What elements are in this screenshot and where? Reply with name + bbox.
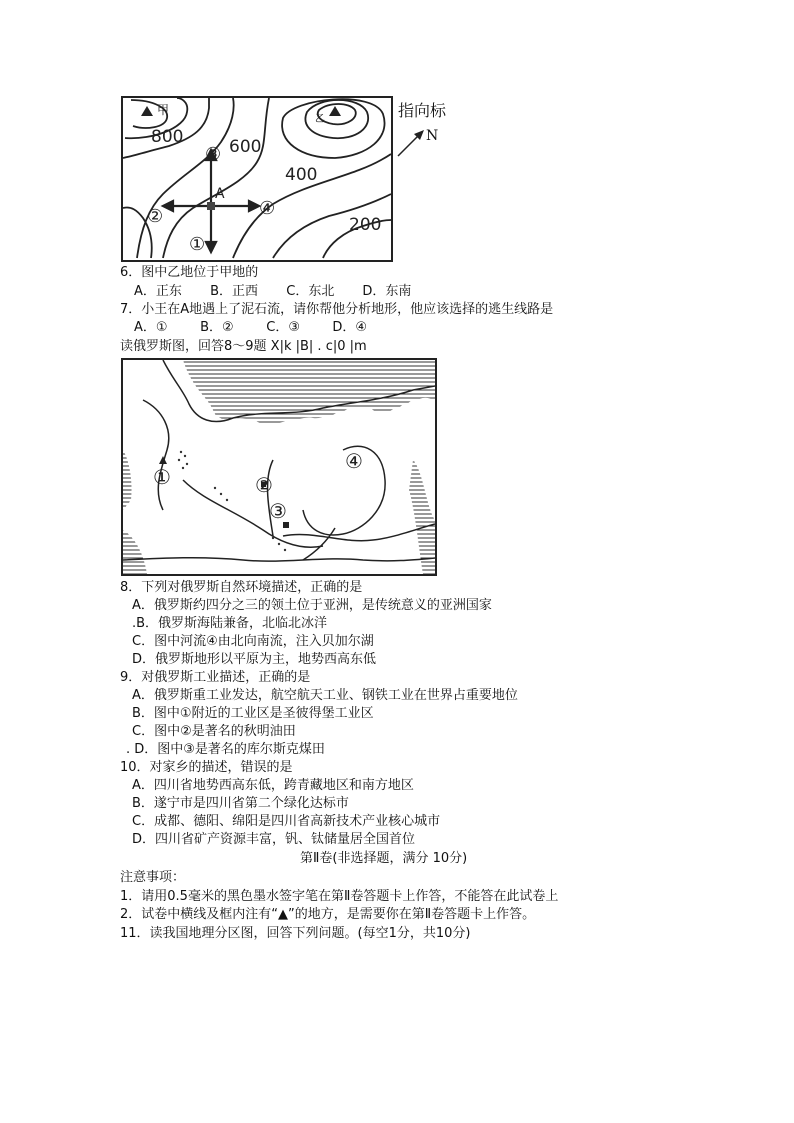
q8-option-b: .B．俄罗斯海陆兼备，北临北冰洋 (132, 616, 328, 631)
q9-option-a: A．俄罗斯重工业发达，航空航天工业、钢铁工业在世界占重要地位 (132, 688, 518, 703)
q8-stem: 8．下列对俄罗斯自然环境描述，正确的是 (120, 580, 363, 595)
contour-800-label: 800 (151, 127, 184, 147)
q6-option-b: B．正西 (210, 284, 259, 299)
q7-option-a: A．① (134, 320, 168, 335)
q6-option-a: A．正东 (134, 284, 182, 299)
note-1: 1．请用0.5毫米的黑色墨水签字笔在第Ⅱ卷答题卡上作答，不能答在此试卷上 (120, 889, 559, 904)
q6-options (134, 284, 411, 300)
notes-title: 注意事项： (120, 870, 186, 885)
q10-stem: 10．对家乡的描述，错误的是 (120, 760, 293, 775)
route-1-label: ① (189, 234, 206, 255)
q6-option-d: D．东南 (362, 284, 412, 299)
q10-option-a: A．四川省地势西高东低，跨青藏地区和南方地区 (132, 778, 414, 793)
section2-title: 第Ⅱ卷(非选择题，满分 10分) (300, 851, 468, 866)
q7-option-d: D．④ (332, 320, 368, 335)
point-a-label: A (215, 186, 225, 202)
q7-option-b: B．② (200, 320, 234, 335)
q7-option-c: C．③ (266, 320, 301, 335)
north-letter: N (426, 128, 439, 144)
peak-jia-label: 甲 (157, 103, 170, 117)
q7-stem: 7．小王在A地遇上了泥石流，请你帮他分析地形，他应该选择的逃生线路是 (120, 302, 554, 317)
q10-option-b: B．遂宁市是四川省第二个绿化达标市 (132, 796, 349, 811)
note-2: 2．试卷中横线及框内注有“▲”的地方，是需要你在第Ⅱ卷答题卡上作答。 (120, 907, 536, 922)
contour-600-label: 600 (229, 137, 262, 157)
russia-label-4: ④ (345, 449, 363, 473)
q9-stem: 9．对俄罗斯工业描述，正确的是 (120, 670, 311, 685)
russia-label-3: ③ (269, 499, 287, 523)
q10-option-c: C．成都、德阳、绵阳是四川省高新技术产业核心城市 (132, 814, 441, 829)
russia-map (121, 358, 437, 576)
q8-option-a: A．俄罗斯约四分之三的领土位于亚洲，是传统意义的亚洲国家 (132, 598, 492, 613)
intro-q8-q9: 读俄罗斯图，回答8～9题 X|k |B| . c|0 |m (120, 339, 367, 354)
route-4-label: ④ (259, 198, 276, 219)
route-2-label: ② (147, 206, 164, 227)
q6-stem: 6．图中乙地位于甲地的 (120, 265, 259, 280)
peak-yi-label: 乙 (315, 114, 325, 125)
contour-map-drawing (123, 98, 391, 260)
route-3-label: ③ (205, 144, 222, 165)
q6-option-c: C．东北 (286, 284, 335, 299)
russia-label-1: ① (153, 465, 171, 489)
russia-map-drawing (123, 360, 435, 574)
contour-map (121, 96, 393, 262)
q8-option-c: C．图中河流④由北向南流，注入贝加尔湖 (132, 634, 374, 649)
q10-option-d: D．四川省矿产资源丰富，钒、钛储量居全国首位 (132, 832, 416, 847)
contour-400-label: 400 (285, 165, 318, 185)
q11-stem: 11．读我国地理分区图，回答下列问题。(每空1分，共10分) (120, 926, 471, 941)
q9-option-d: . D．图中③是著名的库尔斯克煤田 (126, 742, 325, 757)
compass (392, 96, 464, 160)
q9-option-b: B．图中①附近的工业区是圣彼得堡工业区 (132, 706, 374, 721)
compass-label: 指向标 (398, 101, 447, 120)
q8-option-d: D．俄罗斯地形以平原为主，地势西高东低 (132, 652, 377, 667)
q9-option-c: C．图中②是著名的秋明油田 (132, 724, 296, 739)
russia-label-2: ② (255, 473, 273, 497)
q7-options (134, 320, 367, 336)
contour-200-label: 200 (349, 215, 382, 235)
